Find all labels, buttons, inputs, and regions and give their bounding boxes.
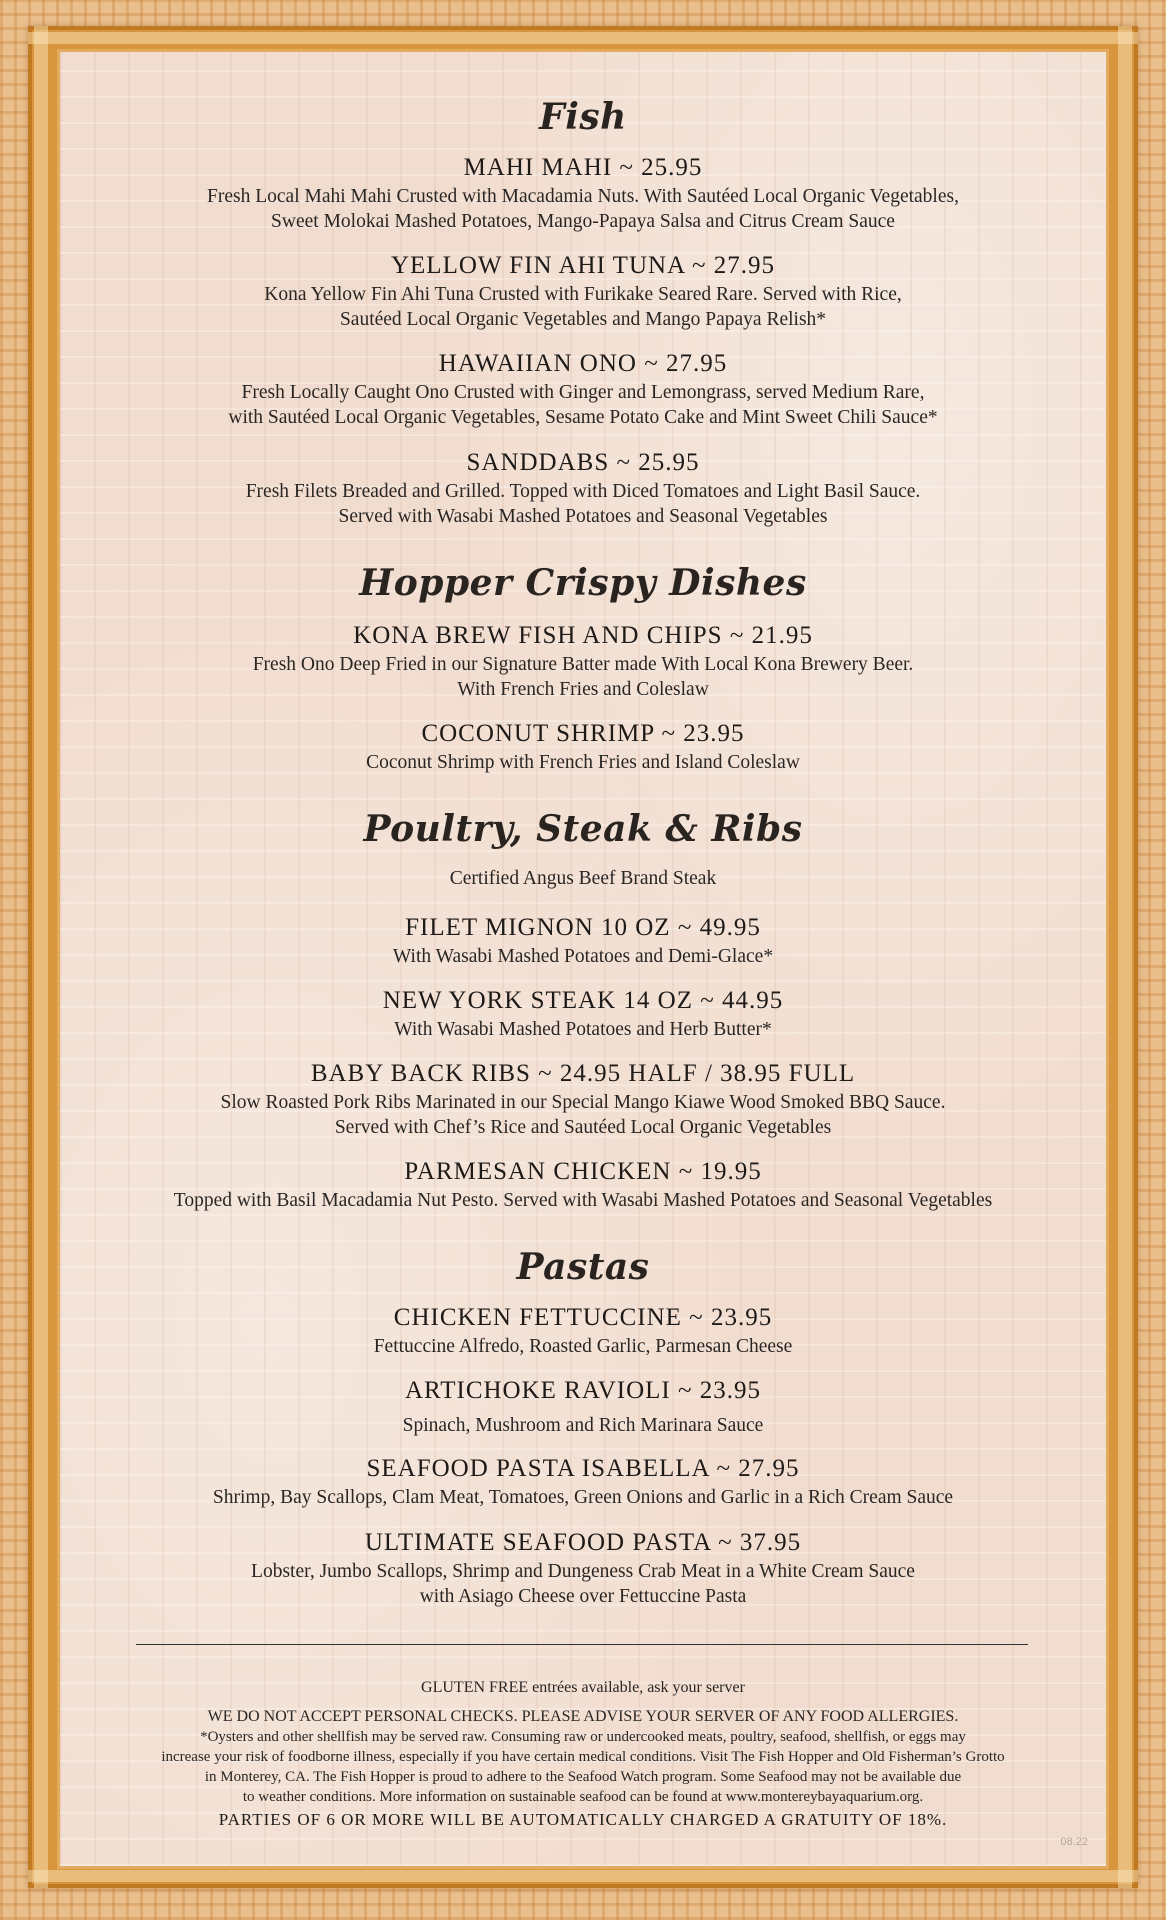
- menu-item-title: PARMESAN CHICKEN ~ 19.95: [404, 1158, 762, 1185]
- menu-item-desc: with Asiago Cheese over Fettuccine Pasta: [419, 1586, 747, 1607]
- menu-item-desc: Sautéed Local Organic Vegetables and Mango Papaya Relish*: [339, 309, 827, 330]
- section-title-pastas: Pastas: [516, 1246, 650, 1288]
- menu-item-title: ARTICHOKE RAVIOLI ~ 23.95: [405, 1377, 761, 1404]
- menu-item-desc: Lobster, Jumbo Scallops, Shrimp and Dungeness Crab Meat in a White Cream Sauce: [251, 1561, 915, 1582]
- menu-item-title: MAHI MAHI ~ 25.95: [463, 154, 703, 181]
- menu-item-desc: With Wasabi Mashed Potatoes and Demi-Glace*: [392, 946, 774, 967]
- menu-item-desc: Fresh Local Mahi Mahi Crusted with Macadamia Nuts. With Sautéed Local Organic Vegetables,: [207, 186, 959, 207]
- menu-item-desc: Spinach, Mushroom and Rich Marinara Sauce: [402, 1415, 764, 1436]
- disclaimer-line: in Monterey, CA. The Fish Hopper is proud to adhere to the Seafood Watch program. Some Seafood may not be available due: [204, 1769, 962, 1785]
- menu-item-desc: Sweet Molokai Mashed Potatoes, Mango-Papaya Salsa and Citrus Cream Sauce: [271, 211, 895, 232]
- gluten-free-note: GLUTEN FREE entrées available, ask your server: [421, 1679, 745, 1696]
- menu-item-desc: Coconut Shrimp with French Fries and Island Coleslaw: [366, 752, 800, 773]
- menu-item-title: KONA BREW FISH AND CHIPS ~ 21.95: [353, 622, 813, 649]
- bamboo-left: [34, 26, 48, 1888]
- menu-item-title: COCONUT SHRIMP ~ 23.95: [421, 720, 745, 747]
- menu-item-title: ULTIMATE SEAFOOD PASTA ~ 37.95: [364, 1529, 802, 1556]
- menu-item-title: YELLOW FIN AHI TUNA ~ 27.95: [390, 252, 776, 279]
- section-title-poultry: Poultry, Steak & Ribs: [363, 808, 803, 850]
- divider: [136, 1644, 1028, 1645]
- menu-item-desc: With Wasabi Mashed Potatoes and Herb Butter*: [394, 1019, 772, 1040]
- bamboo-bottom: [28, 1870, 1138, 1882]
- version-label: 08.22: [1060, 1836, 1088, 1848]
- bamboo-top: [28, 32, 1138, 44]
- menu-item-desc: Shrimp, Bay Scallops, Clam Meat, Tomatoes, Green Onions and Garlic in a Rich Cream Sauce: [212, 1487, 954, 1508]
- menu-item-title: HAWAIIAN ONO ~ 27.95: [438, 350, 728, 377]
- section-title-fish: Fish: [539, 96, 627, 138]
- menu-item-title: FILET MIGNON 10 OZ ~ 49.95: [405, 914, 761, 941]
- disclaimer-line: *Oysters and other shellfish may be served raw. Consuming raw or undercooked meats, poultry, seafood, shellfish, or eggs may: [200, 1729, 966, 1745]
- disclaimer-line: to weather conditions. More information on sustainable seafood can be found at www.montereybayaquarium.org.: [242, 1789, 924, 1805]
- menu-item-desc: Fresh Locally Caught Ono Crusted with Ginger and Lemongrass, served Medium Rare,: [241, 382, 925, 403]
- bamboo-right: [1118, 26, 1132, 1888]
- menu-item-desc: Fresh Ono Deep Fried in our Signature Batter made With Local Kona Brewery Beer.: [252, 654, 914, 675]
- menu-item-desc: Served with Wasabi Mashed Potatoes and Seasonal Vegetables: [338, 506, 828, 527]
- menu-item-title: NEW YORK STEAK 14 OZ ~ 44.95: [382, 987, 784, 1014]
- menu-item-desc: Slow Roasted Pork Ribs Marinated in our Special Mango Kiawe Wood Smoked BBQ Sauce.: [220, 1092, 946, 1113]
- menu-item-title: BABY BACK RIBS ~ 24.95 HALF / 38.95 FULL: [310, 1060, 856, 1087]
- menu-item-desc: Fettuccine Alfredo, Roasted Garlic, Parmesan Cheese: [373, 1336, 793, 1357]
- menu-item-desc: Fresh Filets Breaded and Grilled. Topped with Diced Tomatoes and Light Basil Sauce.: [245, 481, 921, 502]
- menu-item-title: CHICKEN FETTUCCINE ~ 23.95: [393, 1304, 773, 1331]
- menu-item-desc: With French Fries and Coleslaw: [457, 679, 709, 700]
- menu-content: [60, 52, 1106, 1866]
- menu-item-desc: Kona Yellow Fin Ahi Tuna Crusted with Furikake Seared Rare. Served with Rice,: [264, 284, 902, 305]
- menu-item-title: SEAFOOD PASTA ISABELLA ~ 27.95: [366, 1455, 800, 1482]
- menu-item-desc: with Sautéed Local Organic Vegetables, Sesame Potato Cake and Mint Sweet Chili Sauce*: [228, 407, 938, 428]
- section-title-crispy: Hopper Crispy Dishes: [359, 562, 807, 604]
- section-subheading: Certified Angus Beef Brand Steak: [449, 868, 717, 889]
- disclaimer-line: increase your risk of foodborne illness, especially if you have certain medical conditions. Visit The Fish Hopper and Old Fisherman’s Grotto: [161, 1749, 1005, 1765]
- menu-item-desc: Topped with Basil Macadamia Nut Pesto. Served with Wasabi Mashed Potatoes and Seasonal Vegetables: [173, 1190, 993, 1211]
- menu-item-title: SANDDABS ~ 25.95: [466, 449, 700, 476]
- menu-item-desc: Served with Chef’s Rice and Sautéed Local Organic Vegetables: [334, 1117, 832, 1138]
- checks-note: WE DO NOT ACCEPT PERSONAL CHECKS. PLEASE ADVISE YOUR SERVER OF ANY FOOD ALLERGIES.: [207, 1708, 959, 1725]
- gratuity-note: PARTIES OF 6 OR MORE WILL BE AUTOMATICALLY CHARGED A GRATUITY OF 18%.: [218, 1810, 948, 1829]
